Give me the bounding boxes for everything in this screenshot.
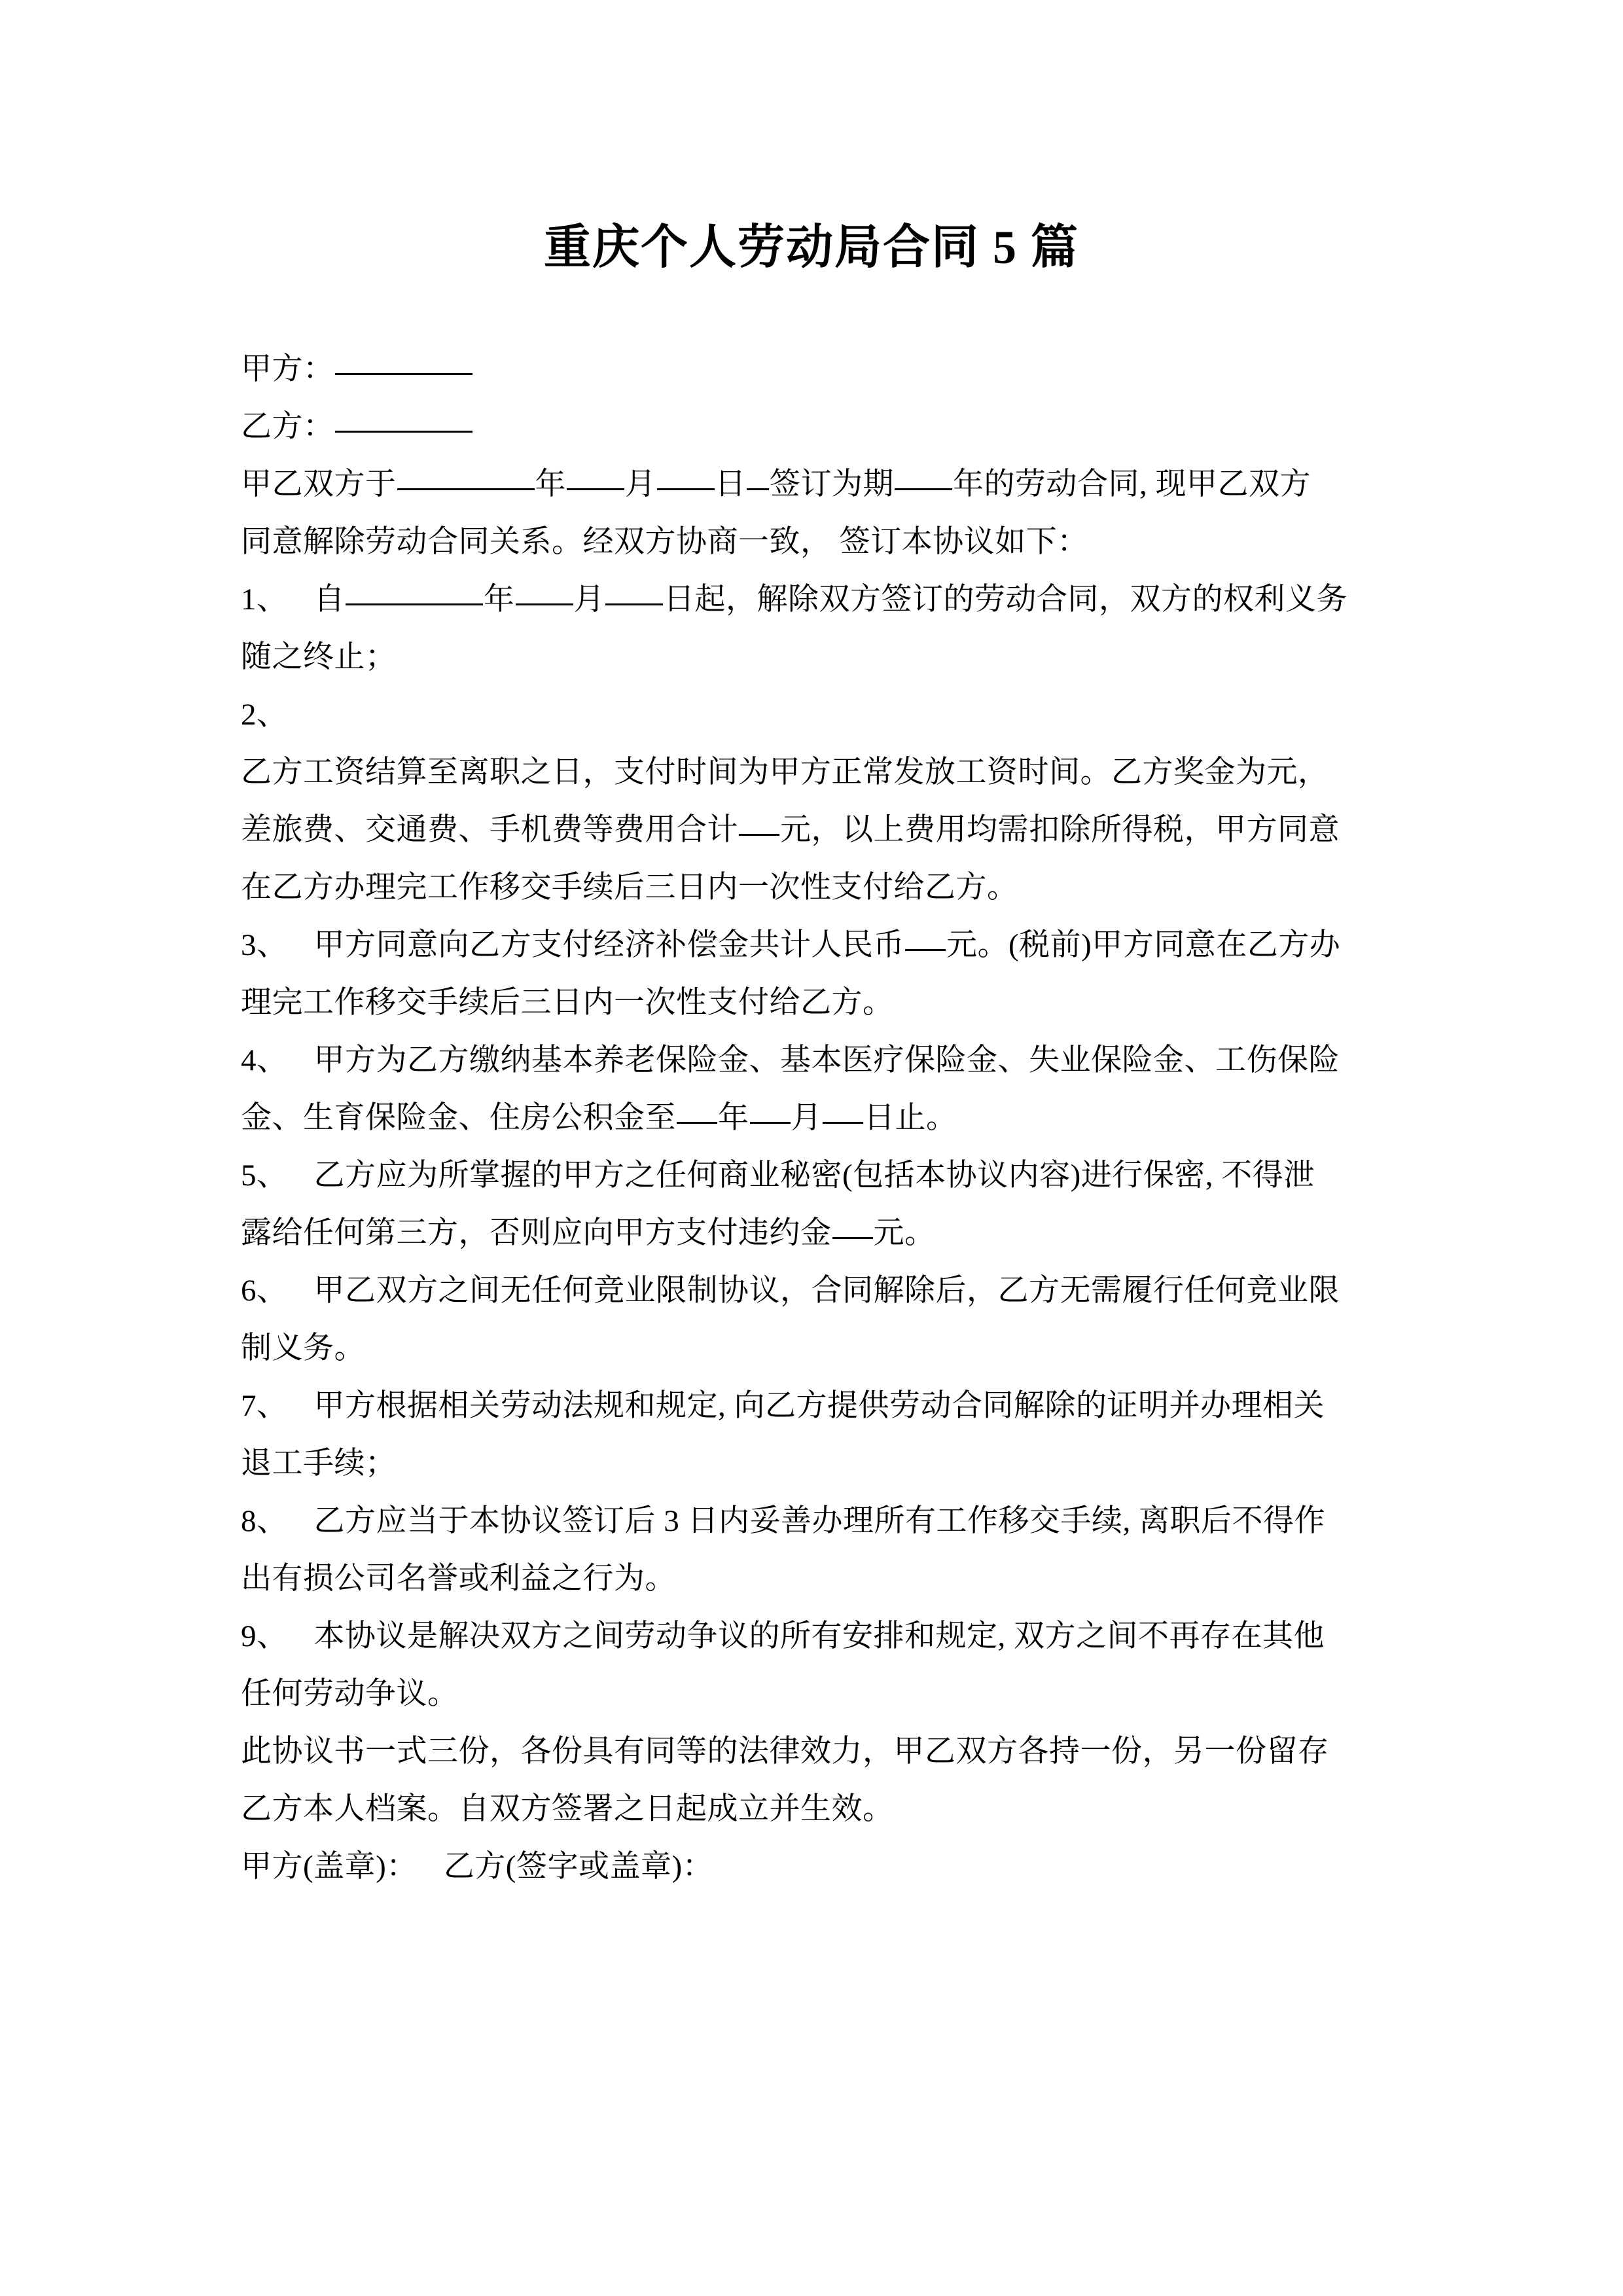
clause-4-day-blank <box>823 1122 863 1124</box>
clause-6-seg-1: 甲乙双方之间无任何竞业限制协议，合同解除后，乙方无需履行任何竞业限 <box>313 1274 1340 1308</box>
clause-1-seg-3: 月 <box>573 583 605 617</box>
clause-3-line-1 <box>241 916 1380 974</box>
clause-1-line-2: 随之终止； <box>241 640 397 674</box>
clause-5-seg-3: 元。 <box>873 1216 936 1250</box>
clause-5-line-1 <box>241 1147 1380 1204</box>
document-body <box>241 340 1380 1895</box>
clause-9-line-1 <box>241 1607 1380 1665</box>
clause-1-day-blank <box>605 603 663 605</box>
signature-party-b-label: 乙方(签字或盖章)： <box>443 1850 714 1884</box>
signature-party-a-label: 甲方(盖章)： <box>241 1850 418 1884</box>
preamble-seg-6: 年的劳动合同, 现甲乙双方 <box>953 467 1311 501</box>
clause-4-seg-5: 日止。 <box>864 1101 957 1135</box>
preamble-line-1 <box>241 456 1380 513</box>
clause-3-line-2: 理完工作移交手续后三日内一次性支付给乙方。 <box>241 986 894 1020</box>
clause-2-seg-2: 元，以上费用均需扣除所得税，甲方同意 <box>780 813 1340 847</box>
preamble-month-blank <box>567 488 624 490</box>
clause-4-seg-3: 年 <box>718 1101 749 1135</box>
clause-1-line-1 <box>241 571 1380 628</box>
clause-7-number: 7、 <box>241 1389 288 1423</box>
clause-4-seg-4: 月 <box>791 1101 822 1135</box>
clause-9-line-2: 任何劳动争议。 <box>241 1677 459 1711</box>
clause-5-seg-2: 露给任何第三方，否则应向甲方支付违约金 <box>241 1216 832 1250</box>
preamble-seg-5: 签订为期 <box>770 467 894 501</box>
party-a-label: 甲方： <box>241 352 334 386</box>
preamble-term-blank <box>895 488 952 490</box>
party-b-label: 乙方： <box>241 410 334 444</box>
preamble-seg-4: 日 <box>715 467 746 501</box>
clause-4-number: 4、 <box>241 1043 288 1077</box>
clause-4-seg-2: 金、生育保险金、住房公积金至 <box>241 1101 676 1135</box>
party-b-blank <box>335 431 473 433</box>
party-b-line <box>241 398 1380 456</box>
preamble-year-blank <box>397 488 535 490</box>
clause-4-month-blank <box>750 1122 791 1124</box>
clause-6-number: 6、 <box>241 1274 288 1308</box>
party-a-blank <box>335 373 473 375</box>
preamble-seg-2: 年 <box>535 467 566 501</box>
clause-8-line-1 <box>241 1492 1380 1550</box>
clause-4-seg-1: 甲方为乙方缴纳基本养老保险金、基本医疗保险金、失业保险金、工伤保险 <box>313 1043 1340 1077</box>
clause-3-seg-2: 元。(税前)甲方同意在乙方办 <box>946 928 1341 962</box>
clause-9-seg-1: 本协议是解决双方之间劳动争议的所有安排和规定, 双方之间不再存在其他 <box>313 1619 1325 1653</box>
clause-4-year-blank <box>677 1122 717 1124</box>
clause-7-seg-1: 甲方根据相关劳动法规和规定, 向乙方提供劳动合同解除的证明并办理相关 <box>313 1389 1325 1423</box>
clause-9-number: 9、 <box>241 1619 288 1653</box>
clause-3-seg-1: 甲方同意向乙方支付经济补偿金共计人民币 <box>313 928 904 962</box>
clause-1-seg-2: 年 <box>484 583 515 617</box>
clause-5-seg-1: 乙方应为所掌握的甲方之任何商业秘密(包括本协议内容)进行保密, 不得泄 <box>313 1158 1315 1193</box>
clause-5-number: 5、 <box>241 1158 288 1193</box>
clause-5-line-2 <box>241 1204 1380 1262</box>
party-a-line <box>241 340 1380 398</box>
clause-2-number-line: 2、 <box>241 698 288 732</box>
clause-1-seg-4: 日起，解除双方签订的劳动合同，双方的权利义务 <box>664 583 1347 617</box>
preamble-seg-3: 月 <box>625 467 656 501</box>
signature-line <box>241 1838 1380 1895</box>
clause-6-line-2: 制义务。 <box>241 1331 365 1365</box>
clause-4-line-2 <box>241 1089 1380 1147</box>
clause-3-amount-blank <box>905 949 946 951</box>
clause-7-line-2: 退工手续； <box>241 1446 397 1480</box>
clause-3-number: 3、 <box>241 928 288 962</box>
preamble-sign-blank <box>747 488 769 490</box>
clause-5-penalty-blank <box>832 1237 873 1239</box>
clause-6-line-1 <box>241 1262 1380 1319</box>
clause-7-line-1 <box>241 1377 1380 1435</box>
clause-2-line-3: 在乙方办理完工作移交手续后三日内一次性支付给乙方。 <box>241 870 1018 905</box>
clause-1-month-blank <box>516 603 573 605</box>
clause-8-number: 8、 <box>241 1504 288 1538</box>
clause-2-amount-blank <box>739 834 779 836</box>
clause-1-year-blank <box>346 603 483 605</box>
clause-1-seg-1: 自 <box>313 583 345 617</box>
preamble-seg-1: 甲乙双方于 <box>241 467 397 501</box>
clause-8-line-2: 出有损公司名誉或利益之行为。 <box>241 1562 676 1596</box>
preamble-day-blank <box>657 488 715 490</box>
clause-4-line-1 <box>241 1031 1380 1089</box>
clause-2-seg-1: 差旅费、交通费、手机费等费用合计 <box>241 813 738 847</box>
clause-8-seg-1: 乙方应当于本协议签订后 3 日内妥善办理所有工作移交手续, 离职后不得作 <box>313 1504 1325 1538</box>
clause-2-line-2 <box>241 801 1380 859</box>
page-title: 重庆个人劳动局合同 5 篇 <box>543 221 1079 274</box>
clause-2-line-1: 乙方工资结算至离职之日，支付时间为甲方正常发放工资时间。乙方奖金为元， <box>241 755 1329 789</box>
closing-line-2: 乙方本人档案。自双方签署之日起成立并生效。 <box>241 1792 894 1826</box>
preamble-line-2: 同意解除劳动合同关系。经双方协商一致， 签订本协议如下： <box>241 525 1088 559</box>
clause-1-number: 1、 <box>241 583 288 617</box>
closing-line-1: 此协议书一式三份，各份具有同等的法律效力，甲乙双方各持一份，另一份留存 <box>241 1734 1329 1768</box>
